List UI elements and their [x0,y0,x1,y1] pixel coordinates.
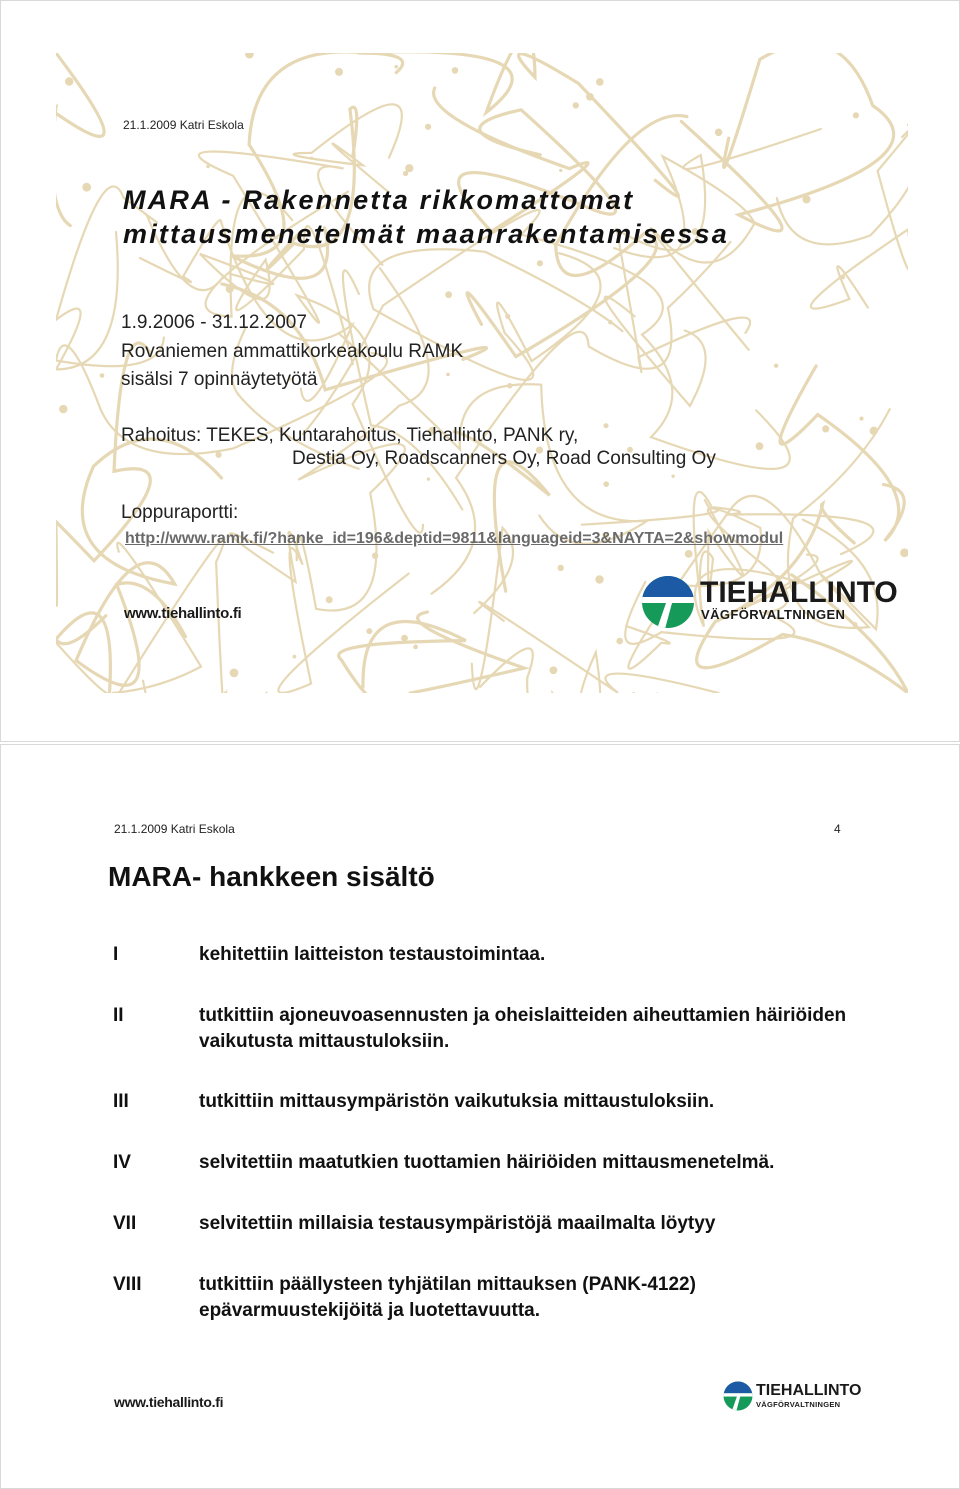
tiehallinto-logo-icon [723,1381,753,1411]
map-dot [335,68,343,76]
map-road-line [230,532,408,693]
map-dot [900,548,908,557]
map-dot [853,622,858,627]
list-item-number: II [113,1005,124,1026]
map-dot [715,129,723,137]
map-dot [310,157,313,160]
map-dot [756,442,764,450]
map-dot [206,165,210,169]
map-dot [366,628,372,634]
map-dot [559,169,562,172]
logo-subtitle: VÄGFÖRVALTNINGEN [756,1400,841,1409]
list-item-number: VIII [113,1274,142,1295]
list-item-number: VII [113,1213,137,1234]
map-dot [372,553,378,559]
map-dot [446,373,450,377]
map-dot [59,405,67,413]
list-item-text: selvitettiin maatutkien tuottamien häiriöiden mittausmenetelmä. [199,1152,775,1173]
slide-title-line-2: mittausmenetelmät maanrakentamisessa [123,219,729,249]
map-dot [405,164,413,172]
project-period: 1.9.2006 - 31.12.2007 [121,312,307,333]
website-footer: www.tiehallinto.fi [124,605,242,622]
map-road-line [339,612,525,693]
map-dot [859,417,863,421]
map-dot [596,78,604,86]
map-dot [603,481,609,487]
map-dot [608,320,613,325]
map-road-line [56,53,104,226]
slide-2 [0,744,960,1489]
map-road-line [294,104,402,192]
logo-name: TIEHALLINTO [700,576,898,609]
list-item-text: kehitettiin laitteiston testaustoimintaa. [199,944,546,965]
list-item-text: tutkittiin mittausympäristön vaikutuksia mittaustuloksiin. [199,1091,715,1112]
map-dot [394,65,398,69]
list-item-number: III [113,1091,129,1112]
final-report-label: Loppuraportti: [121,502,239,523]
list-item-text: tutkittiin päällysteen tyhjätilan mittauksen (PANK-4122) epävarmuustekijöitä ja luotettavuutta. [199,1274,696,1321]
map-dot [245,53,254,59]
map-dot [230,669,239,678]
list-item-text: selvitettiin millaisia testausympäristöjä maailmalta löytyy [199,1213,716,1234]
map-dot [586,93,594,101]
website-footer: www.tiehallinto.fi [114,1394,224,1410]
map-road-line [681,53,893,231]
map-dot [558,565,564,571]
map-dot [507,383,512,388]
map-dot [82,183,91,192]
funding-line-1: Rahoitus: TEKES, Kuntarahoitus, Tiehallinto, PANK ry, [121,425,579,446]
list-item-number: I [113,944,119,965]
map-road-line [811,127,908,309]
map-dot [226,285,234,293]
map-dot [616,638,623,645]
map-dot [527,348,530,351]
map-dot [774,364,778,368]
funding-line-2: Destia Oy, Roadscanners Oy, Road Consulting Oy [292,448,716,469]
map-dot [445,291,452,298]
map-dot [537,260,543,266]
map-dot [65,77,73,85]
map-dot [216,452,222,458]
map-dot [550,666,558,674]
list-item-number: IV [113,1152,131,1173]
map-dot [326,596,333,603]
map-dot [822,425,829,432]
map-road-line [614,156,754,349]
list-item-text: tutkittiin ajoneuvoasennusten ja oheislaitteiden aiheuttamien häiriöiden vaikutusta mittaustuloksiin. [199,1005,847,1052]
final-report-link[interactable]: http://www.ramk.fi/?hanke_id=196&deptid=9811&languageid=3&NAYTA=2&showmodul [125,530,784,547]
map-dot [685,550,693,558]
map-dot [603,423,608,428]
tiehallinto-logo-icon [641,575,695,629]
map-dot [100,373,105,378]
slide-title-line-1: MARA - Rakennetta rikkomattomat [123,185,635,215]
organisation: Rovaniemen ammattikorkeakoulu RAMK [121,341,464,362]
map-road-line [777,125,908,245]
map-dot [293,655,297,659]
map-dot [802,195,810,203]
map-dot [505,314,510,319]
map-dot [413,645,418,650]
map-dot [595,575,603,583]
theses-count: sisälsi 7 opinnäytetyötä [121,369,318,390]
map-dot [427,477,430,480]
map-dot [452,67,459,74]
slide-title: MARA- hankkeen sisältö [108,861,435,892]
logo-name: TIEHALLINTO [756,1382,862,1399]
map-dot [425,124,431,130]
map-dot [671,475,674,478]
map-dot [853,112,859,118]
slide-header: 21.1.2009 Katri Eskola [114,822,235,836]
map-dot [401,635,408,642]
map-dot [841,275,845,279]
slide-1 [0,0,960,742]
map-dot [573,102,579,108]
logo-subtitle: VÄGFÖRVALTNINGEN [701,607,846,622]
map-dot [870,427,878,435]
slide-header: 21.1.2009 Katri Eskola [123,118,244,132]
page-number: 4 [834,822,841,836]
